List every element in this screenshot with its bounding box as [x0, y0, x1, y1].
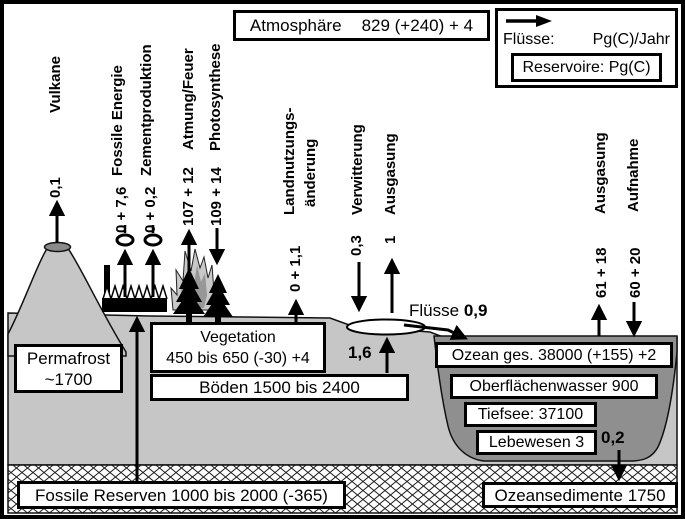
flux-label-zementproduktion: Zementproduktion — [138, 44, 155, 176]
sedimentation-flux-value: 0,2 — [601, 428, 625, 447]
permafrost-label: Permafrost — [26, 348, 111, 368]
flux-label-landnutzung-1: Landnutzungs- — [281, 107, 298, 215]
ocean-biota-box: Lebewesen 3 — [476, 430, 597, 455]
smoke-ring — [145, 235, 161, 245]
permafrost-value: ~1700 — [44, 369, 93, 389]
deep-sea-box: Tiefsee: 37100 — [464, 402, 597, 427]
flux-value-vulkane: 0,1 — [47, 177, 64, 198]
flux-label-landnutzung-2: änderung — [302, 138, 319, 207]
soil-box: Böden 1500 bis 2400 — [150, 374, 409, 401]
volcano-crater — [45, 243, 71, 252]
smoke-ring — [117, 235, 133, 245]
legend-flux-label: Flüsse: — [503, 31, 555, 48]
vegetation-box — [150, 322, 326, 373]
ocean-sediments-box: Ozeansedimente 1750 — [482, 482, 678, 508]
fossil-reserves-box: Fossile Reserven 1000 bis 2000 (-365) — [17, 481, 346, 509]
flux-value-aufnahme: 60 + 20 — [627, 247, 644, 298]
legend-flux-row — [498, 29, 675, 50]
surface-water-box: Oberflächenwasser 900 — [450, 374, 658, 399]
legend-reservoir-box: Reservoire: Pg(C) — [511, 53, 661, 82]
atmosphere-value: 829 (+240) + 4 — [361, 16, 474, 35]
flux-label-fossile-energie: Fossile Energie — [109, 65, 126, 176]
flux-value-verwitterung: 0,3 — [348, 235, 365, 256]
vegetation-label: Vegetation — [200, 328, 276, 346]
factory-roof — [103, 286, 167, 299]
flux-value-ausgasung-land: 1 — [382, 235, 399, 244]
flux-label-vulkane: Vulkane — [47, 56, 64, 113]
river-flux-label — [409, 301, 487, 321]
atmosphere-label: Atmosphäre — [249, 16, 342, 35]
flux-label-ausgasung-ozean: Ausgasung — [592, 132, 609, 214]
flux-label-aufnahme: Aufnahme — [625, 138, 642, 212]
vegetation-value: 450 bis 650 (-30) +4 — [166, 349, 310, 367]
flux-value-zementproduktion: 0 + 0,2 — [142, 186, 159, 233]
flux-value-ausgasung-ozean: 61 + 18 — [593, 247, 610, 298]
atmosphere-box — [233, 10, 490, 41]
river-flux-value: 0,9 — [463, 301, 488, 320]
flux-label-verwitterung: Verwitterung — [349, 124, 366, 215]
soil-lake-flux-value: 1,6 — [348, 343, 372, 362]
flux-value-atmung-feuer: 107 + 12 — [180, 167, 197, 226]
flux-value-landnutzung: 0 + 1,1 — [287, 245, 304, 292]
flux-value-fossile-energie: 0 + 7,6 — [113, 186, 130, 233]
flux-arrow-icon — [500, 13, 673, 29]
flux-label-ausgasung-land: Ausgasung — [382, 133, 399, 215]
river-flux-name: Flüsse — [409, 301, 460, 320]
flux-label-atmung-feuer: Atmung/Feuer — [180, 48, 197, 150]
flux-label-photosynthese: Photosynthese — [207, 43, 224, 151]
factory-building — [102, 298, 167, 312]
ocean-total-box: Ozean ges. 38000 (+155) +2 — [435, 342, 673, 368]
permafrost-box — [14, 344, 123, 393]
flux-value-photosynthese: 109 + 14 — [208, 167, 225, 226]
legend-flux-unit: Pg(C)/Jahr — [592, 31, 670, 48]
legend-box — [495, 8, 678, 88]
